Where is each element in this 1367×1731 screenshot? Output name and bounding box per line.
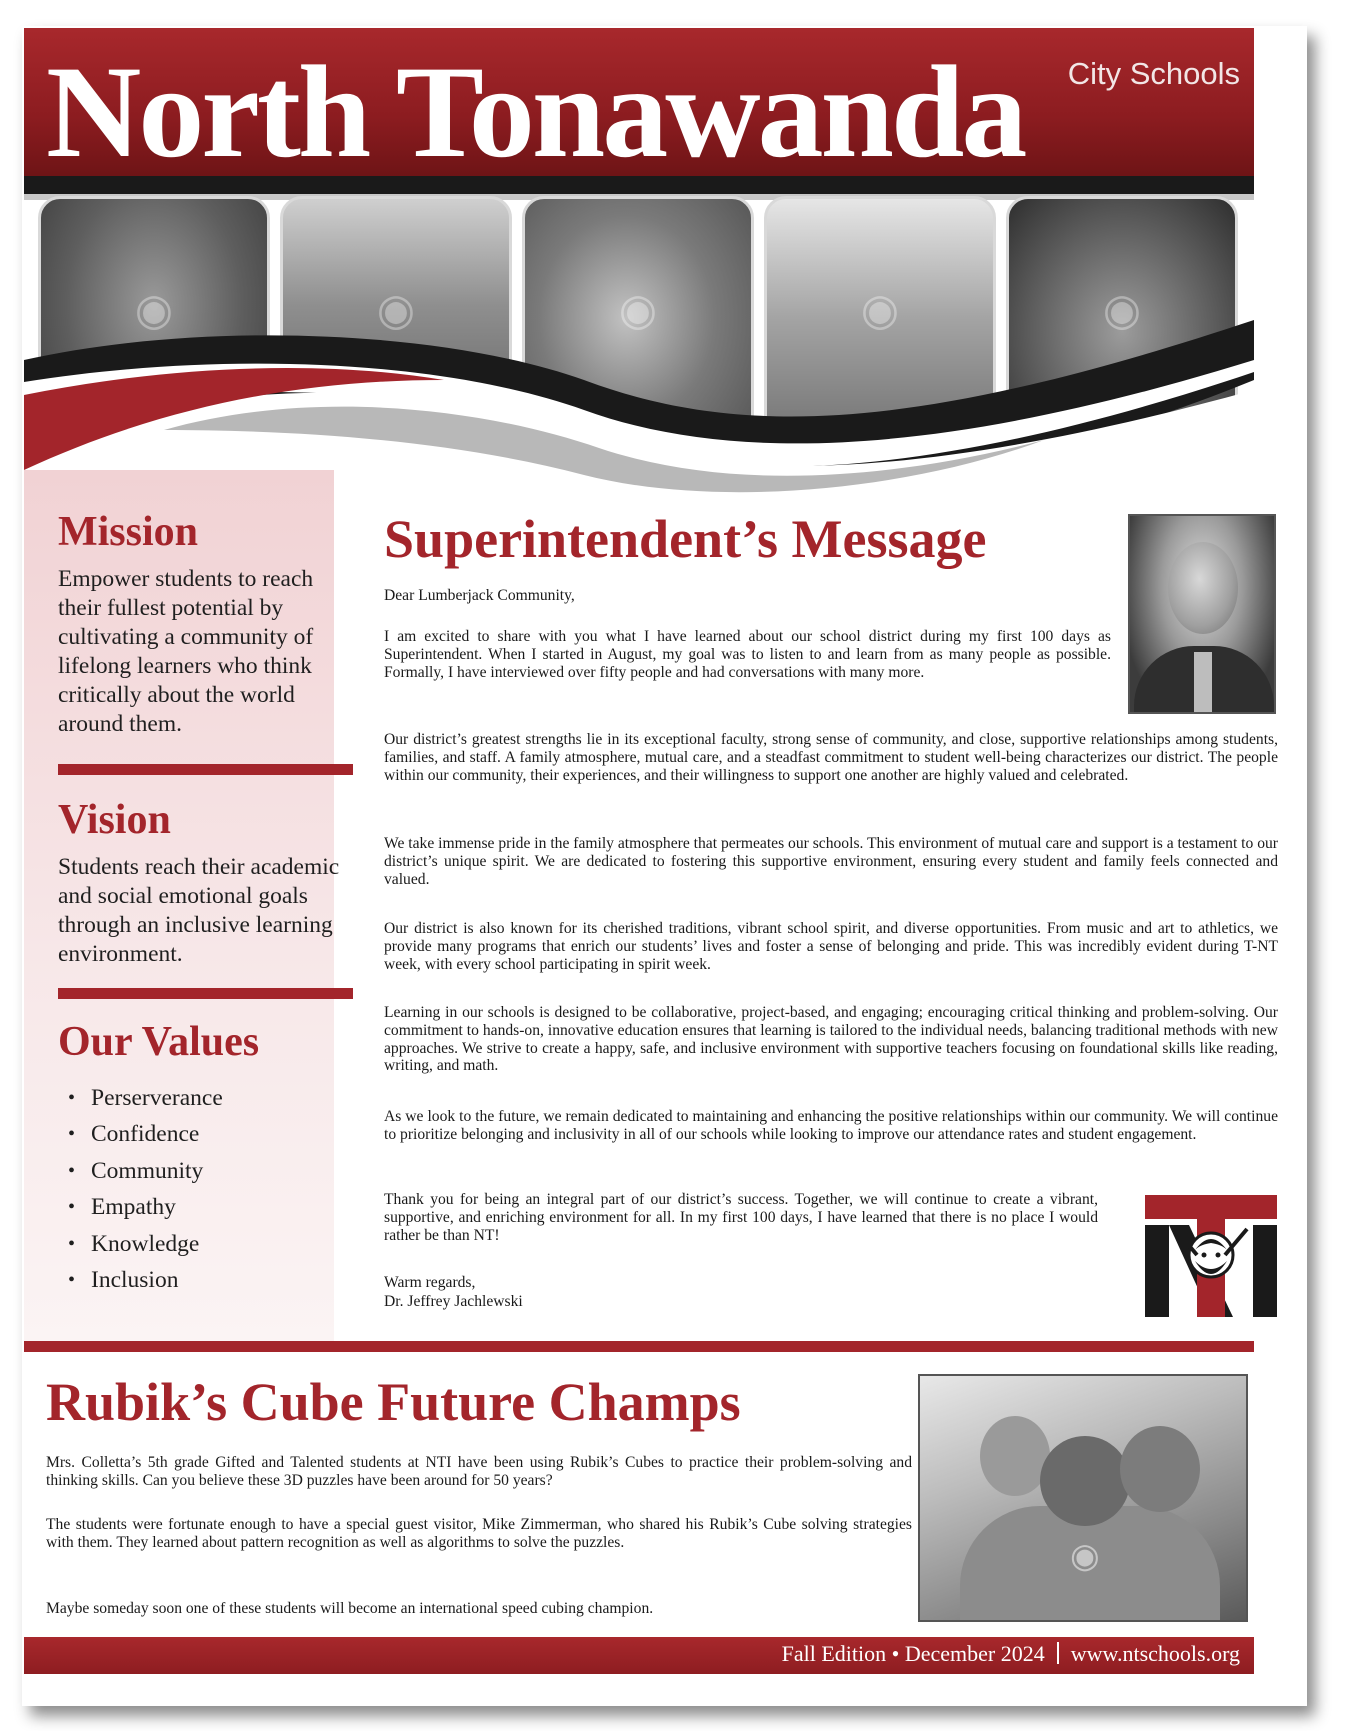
rubik-classroom-photo: [918, 1374, 1248, 1622]
portrait-head: [1168, 542, 1238, 634]
vision-text: Students reach their academic and social emotional goals through an inclusive learning environment.: [58, 854, 340, 967]
footer-text: [782, 1641, 1240, 1667]
camera-icon: ◉: [1102, 284, 1142, 336]
header-black-bar: [24, 176, 1254, 194]
message-heading: Superintendent’s Message: [384, 509, 987, 569]
footer-bar: [24, 1637, 1254, 1674]
camera-icon: ◉: [860, 284, 900, 336]
message-paragraph: Learning in our schools is designed to be collaborative, project-based, and engaging; encouraging critical thinking and problem-solving. Our commitment to hands-on, innovative education ensures that learning is tailored to the individual needs, balancing traditional methods with new approaches. We strive to create a happy, safe, and inclusive environment with supportive teachers focusing on foundational skills like reading, writing, and math.: [384, 1004, 1278, 1075]
sidebar-divider: [58, 764, 353, 775]
rubik-paragraph: The students were fortunate enough to have a special guest visitor, Mike Zimmerman, who shared his Rubik’s Cube solving strategies with them. They learned about pattern recognition as well as algorithms to solve the puzzles.: [46, 1516, 912, 1551]
superintendent-portrait: [1128, 514, 1276, 714]
mission-heading: Mission: [58, 509, 199, 555]
camera-icon: ◉: [1070, 1536, 1100, 1576]
message-signature: Dr. Jeffrey Jachlewski: [384, 1293, 523, 1310]
message-paragraph: As we look to the future, we remain dedicated to maintaining and enhancing the positive relationships within our community. We will continue to prioritize belonging and inclusivity in all of our schools while looking to improve our attendance rates and student engagement.: [384, 1108, 1278, 1143]
rubik-paragraph: Maybe someday soon one of these students will become an international speed cubing champion.: [46, 1600, 654, 1617]
list-item: • Knowledge: [91, 1226, 223, 1262]
rubik-heading: Rubik’s Cube Future Champs: [46, 1372, 741, 1432]
photo-figure: [1040, 1436, 1130, 1526]
message-greeting: Dear Lumberjack Community,: [384, 587, 575, 604]
masthead-banner: [24, 28, 1254, 176]
vision-heading: Vision: [58, 797, 171, 843]
message-paragraph: Our district is also known for its cherished traditions, vibrant school spirit, and diverse opportunities. From music and art to athletics, we provide many programs that enrich our students’ lives and foster a sense of belonging and pride. This was incredibly evident during T-NT week, with every school participating in spirit week.: [384, 920, 1278, 973]
values-list: [91, 1080, 223, 1298]
list-item: • Confidence: [91, 1116, 223, 1152]
footer-separator: [1057, 1642, 1059, 1664]
list-item: • Empathy: [91, 1189, 223, 1225]
camera-icon: ◉: [618, 284, 658, 336]
website-link[interactable]: www.ntschools.org: [1070, 1641, 1240, 1666]
message-paragraph: We take immense pride in the family atmosphere that permeates our schools. This environment of mutual care and support is a testament to our district’s unique spirit. We are dedicated to fostering this supportive environment, ensuring every student and family feels connected and valued.: [384, 835, 1278, 888]
values-heading: Our Values: [58, 1019, 260, 1065]
masthead-title: North Tonawanda: [46, 38, 1025, 176]
message-paragraph: I am excited to share with you what I have learned about our school district during my first 100 days as Superintendent. When I started in August, my goal was to listen to and learn from as many people as possible. Formally, I have interviewed over fifty people and had conversations with many more.: [384, 628, 1111, 681]
list-item: • Community: [91, 1153, 223, 1189]
mission-text: Empower students to reach their fullest potential by cultivating a community of lifelong learners who think critically about the world around them.: [58, 566, 314, 737]
masthead-subtitle: City Schools: [1067, 56, 1240, 91]
camera-icon: ◉: [376, 284, 416, 336]
message-paragraph: Thank you for being an integral part of our district’s success. Together, we will continue to create a vibrant, supportive, and enriching environment for all. In my first 100 days, I have learned that there is no place I would rather be than NT!: [384, 1191, 1098, 1244]
rubik-paragraph: Mrs. Colletta’s 5th grade Gifted and Talented students at NTI have been using Rubik’s Cubes to practice their problem-solving and thinking skills. Can you believe these 3D puzzles have been around for 50 years?: [46, 1454, 912, 1489]
message-closing: Warm regards,: [384, 1274, 476, 1291]
edition-label: Fall Edition • December 2024: [781, 1641, 1045, 1666]
nt-lumberjack-logo: [1145, 1195, 1277, 1317]
sidebar-divider: [58, 988, 353, 999]
list-item: • Inclusion: [91, 1262, 223, 1298]
message-paragraph: Our district’s greatest strengths lie in its exceptional faculty, strong sense of community, and close, supportive relationships among students, families, and staff. A family atmosphere, mutual care, and a steadfast commitment to student well-being characterizes our district. The people within our community, their experiences, and their willingness to support one another are highly valued and celebrated.: [384, 731, 1278, 784]
camera-icon: ◉: [134, 284, 174, 336]
section-divider: [24, 1341, 1254, 1352]
list-item: • Perserverance: [91, 1080, 223, 1116]
photo-figure: [1120, 1426, 1200, 1512]
portrait-tie: [1194, 652, 1212, 714]
